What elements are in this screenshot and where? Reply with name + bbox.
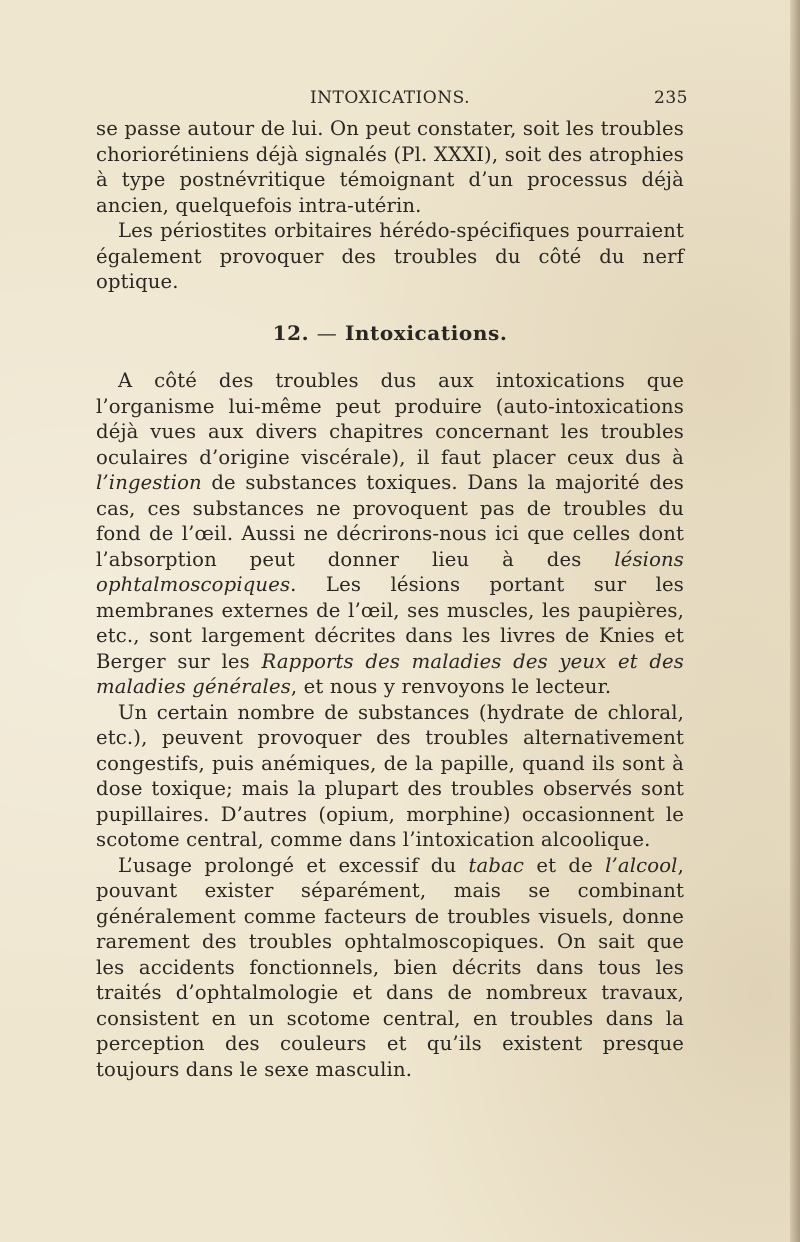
page-number: 235 — [654, 88, 688, 108]
paragraph-periostites: Les périostites orbitaires hérédo-spécifiques pourraient également provoquer des troubles du côté du nerf optique. — [96, 219, 684, 293]
section-title: Intoxications. — [344, 320, 508, 345]
italic-ingestion: l’ingestion — [96, 471, 202, 494]
italic-lesions: lésions ophtalmoscopiques — [96, 547, 684, 596]
section-number: 12. — [272, 320, 310, 345]
book-page — [96, 86, 688, 1082]
italic-alcool: l’alcool — [605, 853, 678, 877]
text-run: A côté des troubles dus aux intoxications que l’organisme lui-même peut produire (auto-intoxications déjà vues aux divers chapitres concernant les troubles oculaires d’origine viscérale), il faut placer ceux dus à — [96, 369, 684, 469]
body-text — [96, 116, 684, 1082]
italic-tabac: tabac — [468, 853, 525, 877]
text-run: . Les lésions portant sur les membranes externes de l’œil, ses muscles, les paupières, etc., sont largement décrites dans les livres de Knies et Berger sur les — [96, 573, 684, 673]
paragraph-chloral: Un certain nombre de substances (hydrate de chloral, etc.), peuvent provoquer des troubles alternativement congestifs, puis anémiques, de la papille, quand ils sont à dose toxique; mais la plupart des troubles observés sont pupillaires. D’autres (opium, morphine) occasionnent le scotome central, comme dans l’intoxication alcoolique. — [96, 700, 684, 851]
text-run: , et nous y renvoyons le lecteur. — [290, 675, 612, 698]
section-heading — [96, 321, 684, 347]
text-run: et de — [524, 853, 606, 877]
paragraph-continuation: se passe autour de lui. On peut constater, soit les troubles choriorétiniens déjà signalés (Pl. XXXI), soit des atrophies à type postnévritique témoignant d’un processus déjà ancien, quelquefois intra-utérin. — [96, 117, 684, 217]
text-run: , pouvant exister séparément, mais se combinant généralement comme facteurs de troubles visuels, donne rarement des troubles ophtalmoscopiques. On sait que les accidents fonctionnels, bien décrits dans tous les traités d’ophtalmologie et dans de nombreux travaux, consistent en un scotome central, en troubles dans la perception des couleurs et qu’ils existent presque toujours dans le sexe masculin. — [96, 853, 684, 1081]
running-title: INTOXICATIONS. — [309, 88, 471, 108]
italic-book-title: Rapports des maladies des yeux et des maladies générales — [96, 649, 684, 698]
text-run: L’usage prolongé et excessif du — [118, 853, 469, 877]
paragraph-tabac-alcool — [96, 853, 684, 1083]
page-edge-shadow — [790, 0, 800, 1242]
running-head — [96, 86, 688, 116]
paragraph-auto-intoxications — [96, 368, 684, 700]
section-dash: — — [316, 320, 338, 345]
text-run: de substances toxiques. Dans la majorité des cas, ces substances ne provoquent pas de troubles du fond de l’œil. Aussi ne décrirons-nous ici que celles dont l’absorption peut donner lieu à des — [96, 471, 684, 571]
